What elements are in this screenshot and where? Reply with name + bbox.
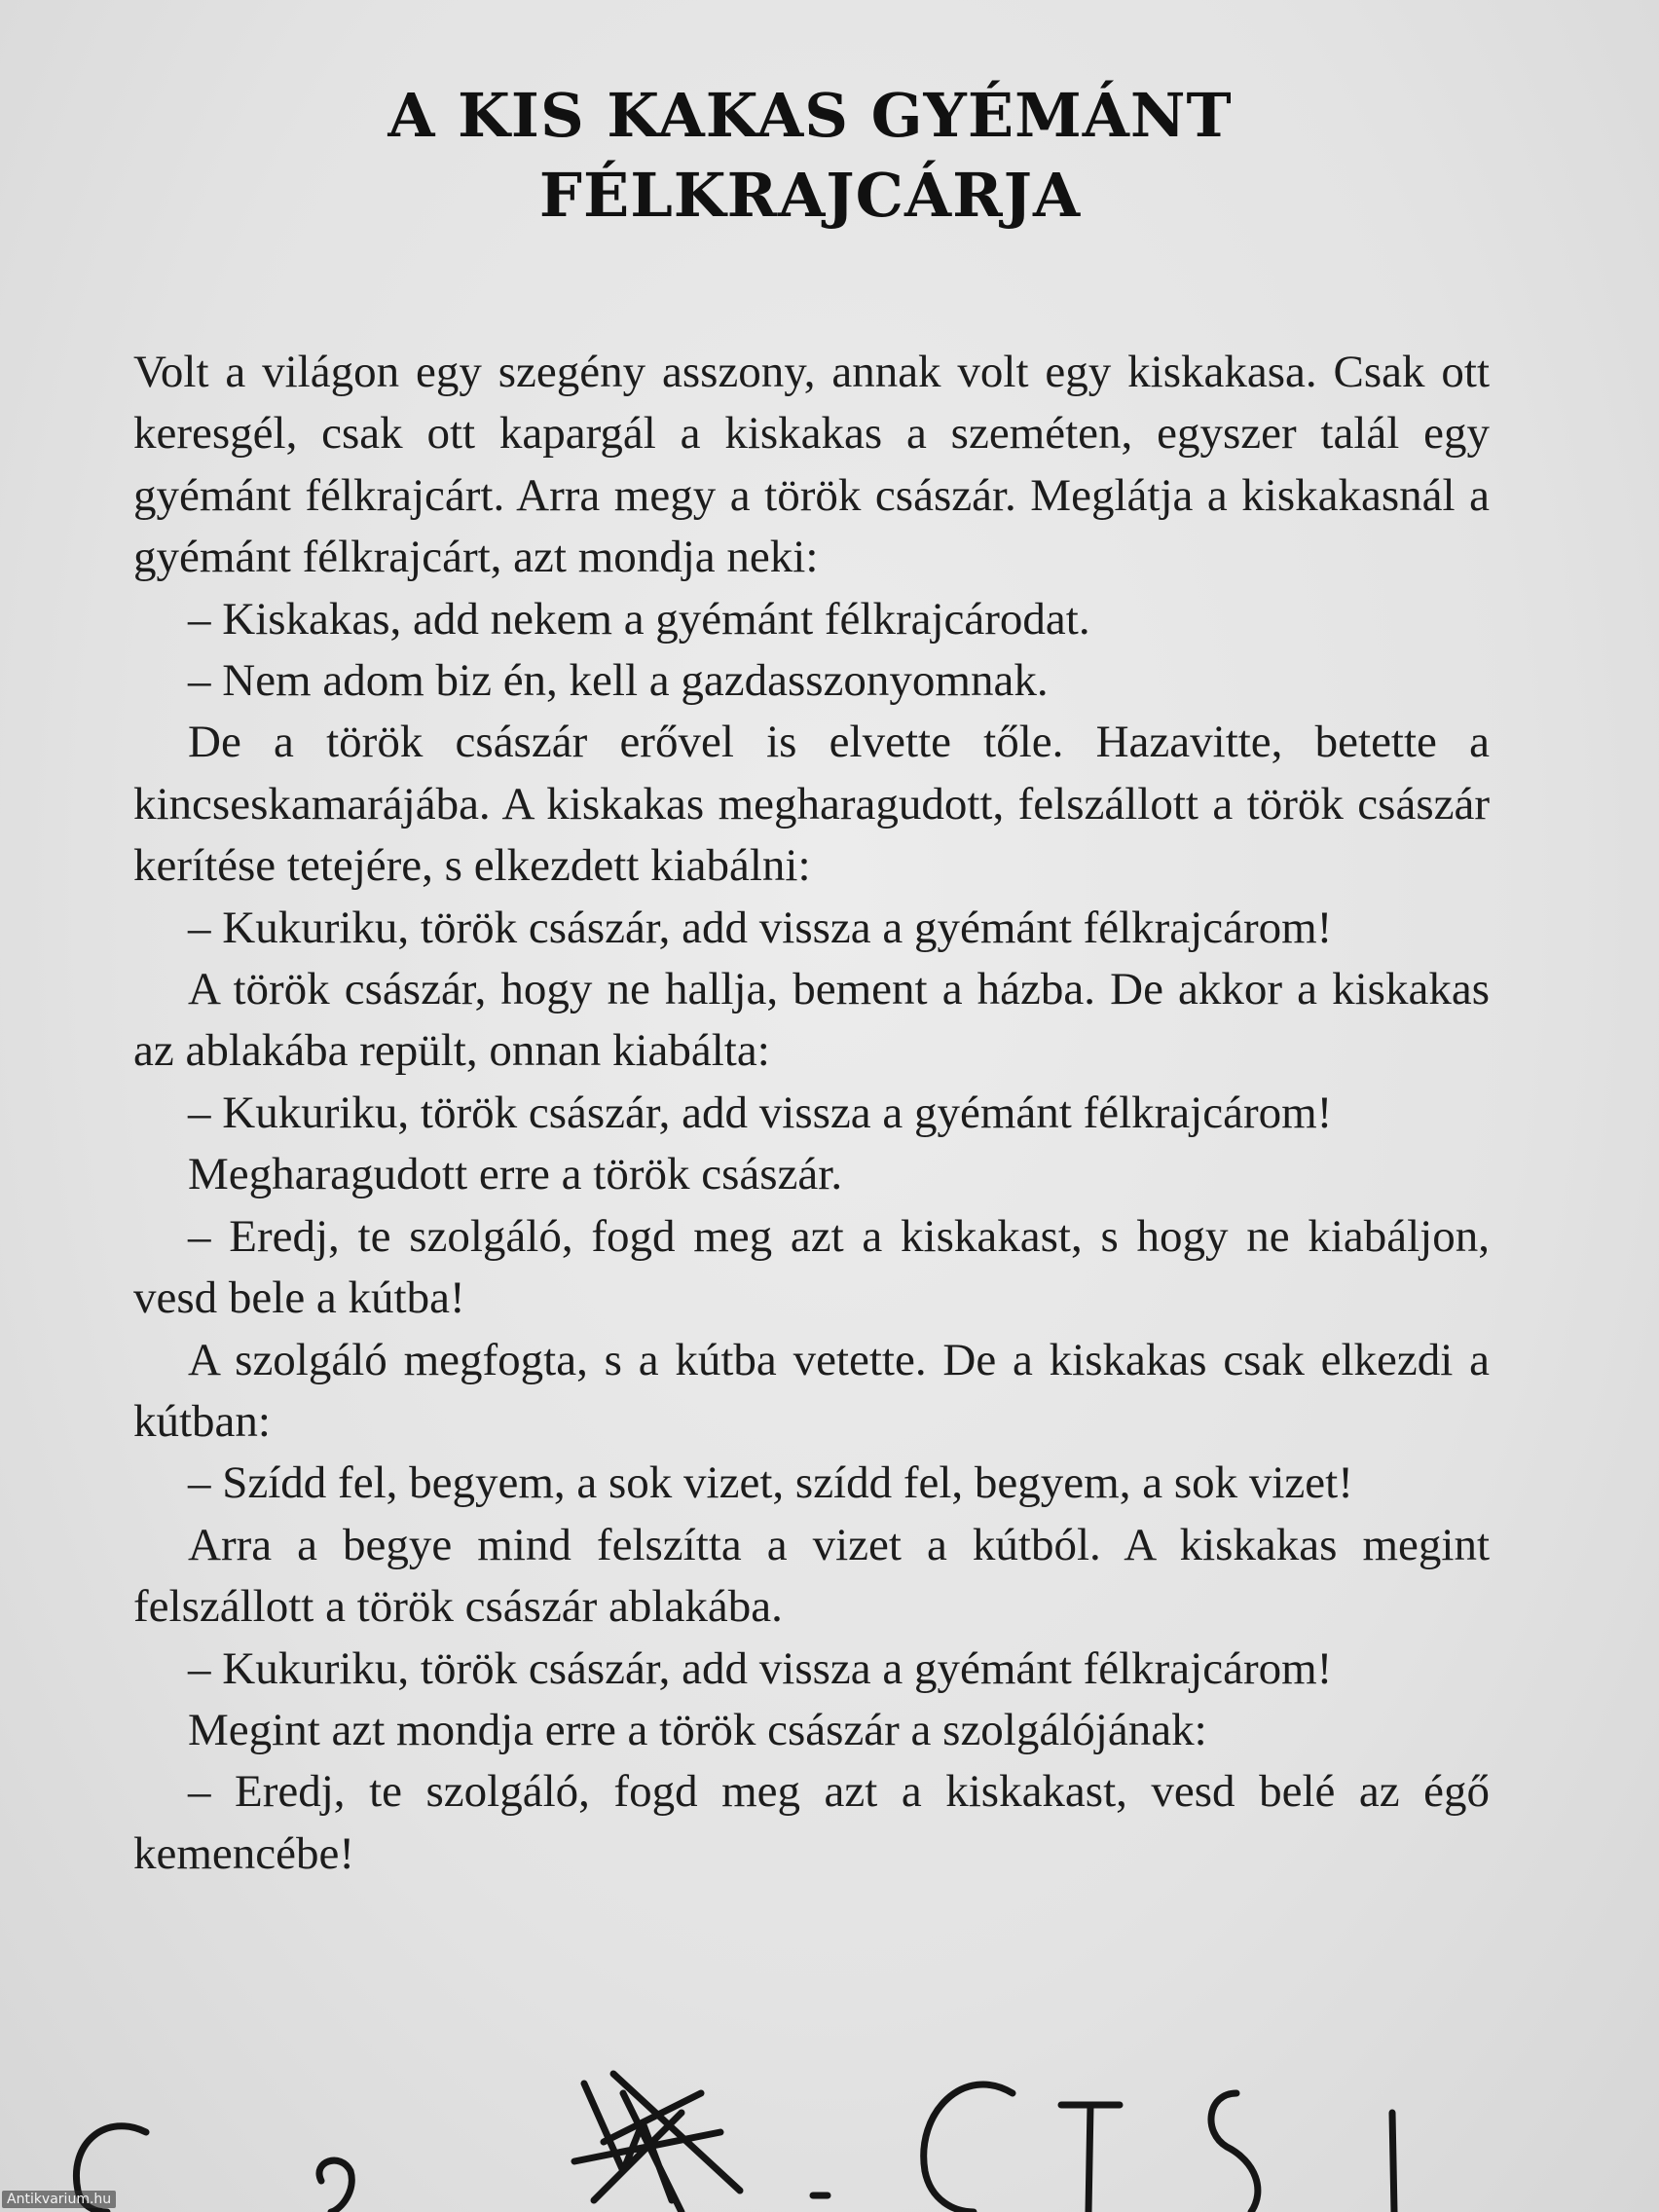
story-paragraph: A török császár, hogy ne hallja, bement a házba. De akkor a kiskakas az ablakába repült, onnan kiabálta: bbox=[133, 964, 1490, 1077]
story-paragraph: – Kukuriku, török császár, add vissza a gyémánt félkrajcárom! bbox=[188, 1087, 1333, 1138]
watermark: Antikvarium.hu bbox=[2, 2191, 116, 2208]
story-paragraph: A szolgáló megfogta, s a kútba vetette. De a kiskakas csak elkezdi a kútban: bbox=[133, 1334, 1490, 1447]
story-paragraph: – Eredj, te szolgáló, fogd meg azt a kiskakast, s hogy ne kiabáljon, vesd bele a kútba! bbox=[133, 1210, 1490, 1324]
child-scribble-drawing bbox=[0, 2054, 1659, 2212]
story-paragraph: – Szídd fel, begyem, a sok vizet, szídd fel, begyem, a sok vizet! bbox=[188, 1457, 1353, 1509]
story-title bbox=[0, 76, 1620, 236]
story-paragraph: Megharagudott erre a török császár. bbox=[188, 1149, 843, 1200]
story-paragraph: Megint azt mondja erre a török császár a szolgálójának: bbox=[188, 1704, 1207, 1755]
story-title-line-1: A KIS KAKAS GYÉMÁNT bbox=[387, 80, 1233, 151]
story-paragraph: – Kiskakas, add nekem a gyémánt félkrajcárodat. bbox=[188, 593, 1090, 645]
story-paragraph: Volt a világon egy szegény asszony, annak volt egy kiskakasa. Csak ott keresgél, csak ott kapargál a kiskakas a szeméten, egyszer talál egy gyémánt félkrajcárt. Arra megy a török császár. Meglátja a kiskakasnál a gyémánt félkrajcárt, azt mondja neki: bbox=[133, 347, 1490, 583]
story-paragraph: De a török császár erővel is elvette tőle. Hazavitte, betette a kincseskamarájába. A kiskakas megharagudott, felszállott a török császár kerítése tetejére, s elkezdett kiabálni: bbox=[133, 717, 1490, 892]
story-title-line-2: FÉLKRAJCÁRJA bbox=[538, 160, 1082, 231]
story-text bbox=[133, 342, 1490, 1885]
story-paragraph: – Nem adom biz én, kell a gazdasszonyomnak. bbox=[188, 655, 1049, 707]
story-paragraph: – Eredj, te szolgáló, fogd meg azt a kiskakast, vesd belé az égő kemencébe! bbox=[133, 1766, 1490, 1879]
story-paragraph: – Kukuriku, török császár, add vissza a gyémánt félkrajcárom! bbox=[188, 902, 1333, 953]
story-paragraph: – Kukuriku, török császár, add vissza a gyémánt félkrajcárom! bbox=[188, 1642, 1333, 1694]
story-paragraph: Arra a begye mind felszítta a vizet a kútból. A kiskakas megint felszállott a török császár ablakába. bbox=[133, 1519, 1490, 1633]
